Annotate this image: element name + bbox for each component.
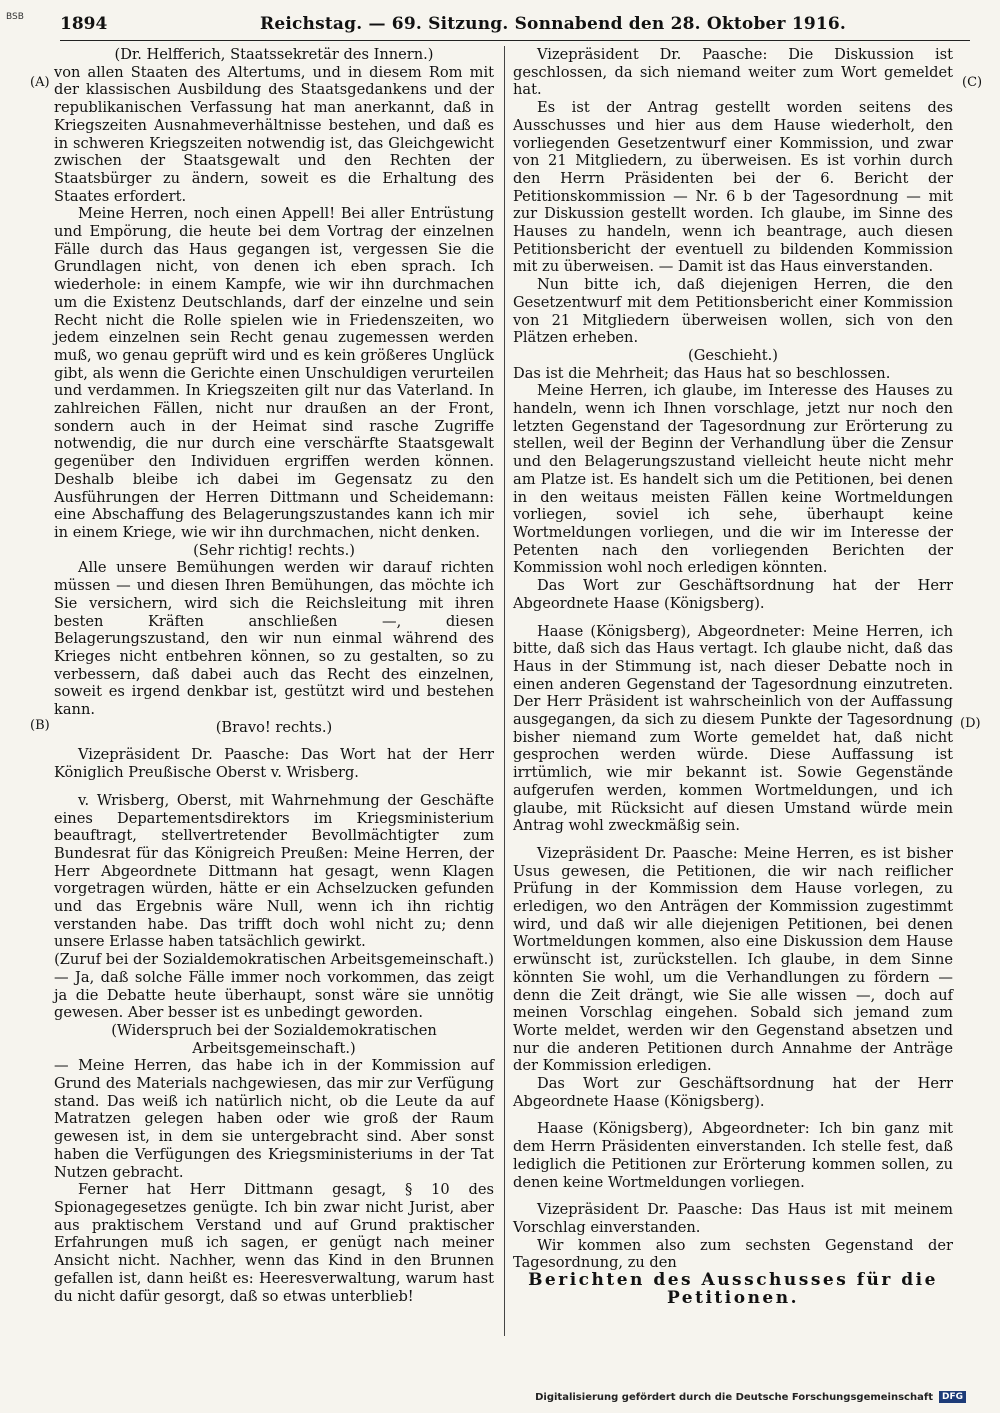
header-rule <box>60 40 970 41</box>
interjection: (Geschieht.) <box>688 346 778 364</box>
dfg-logo: DFG <box>939 1391 966 1403</box>
margin-mark-b: (B) <box>30 718 50 733</box>
paragraph: Vizepräsident Dr. Paasche: Das Wort hat der Herr Königlich Preußische Oberst v. Wrisberg. <box>54 746 494 782</box>
footer-credit: Digitalisierung gefördert durch die Deutsche Forschungsgemeinschaft <box>535 1391 933 1403</box>
paragraph: Alle unsere Bemühungen werden wir darauf richten müssen — und diesen Ihren Bemühungen, das möchte ich Sie versichern, wird sich die Reichsleitung mit ihren besten Kräften anschließen —, diesen Belagerungszustand, den wir nun einmal während des Krieges nicht entbehren können, so zu gestalten, so zu verbessern, daß dabei auch das Recht des einzelnen, soweit es irgend denkbar ist, gestützt wird und bestehen kann. <box>54 559 494 719</box>
paragraph: Es ist der Antrag gestellt worden seitens des Ausschusses und hier aus dem Hause wiederholt, den vorliegenden Gesetzentwurf einer Kommission, und zwar von 21 Mitgliedern, zu überweisen. Es ist vorhin durch den Herrn Präsidenten bei der 6. Bericht der Petitionskommission — Nr. 6 b der Tagesordnung — mit zur Diskussion gestellt worden. Ich glaube, im Sinne des Hauses zu handeln, wenn ich beantrage, auch diesen Petitionsbericht der eventuell zu bildenden Kommission mit zu überweisen. — Damit ist das Haus einverstanden. <box>513 99 953 276</box>
paragraph: v. Wrisberg, Oberst, mit Wahrnehmung der Geschäfte eines Departementsdirektors im Kriegsministerium beauftragt, stellvertretender Bevollmächtigter zum Bundesrat für das Königreich Preußen: Meine Herren, der Herr Abgeordnete Dittmann hat gesagt, wenn Klagen vorgetragen würden, hätte er ein Achselzucken gefunden und das Ergebnis wäre Null, wenn ich ihn richtig verstanden habe. Das trifft doch wohl nicht zu; denn unsere Erlasse haben tatsächlich gewirkt. <box>54 791 494 951</box>
margin-mark-c: (C) <box>962 75 983 90</box>
running-title: Reichstag. — 69. Sitzung. Sonnabend den 28. Oktober 1916. <box>260 14 847 34</box>
speaker-continuation: (Dr. Helfferich, Staatssekretär des Innern.) <box>114 46 434 63</box>
paragraph: Nun bitte ich, daß diejenigen Herren, die den Gesetzentwurf mit dem Petitionsbericht einer Kommission von 21 Mitgliedern überweisen wollen, sich von den Plätzen erheben. <box>513 276 953 347</box>
interjection: (Zuruf bei der Sozialdemokratischen Arbeitsgemeinschaft.) <box>54 951 494 969</box>
paragraph: Vizepräsident Dr. Paasche: Das Haus ist mit meinem Vorschlag einverstanden. <box>513 1201 953 1236</box>
column-divider <box>504 46 505 1336</box>
paragraph: Meine Herren, noch einen Appell! Bei aller Entrüstung und Empörung, die heute bei dem Vortrag der einzelnen Fälle durch das Haus gegangen ist, vergessen Sie die Grundlagen nicht, von denen ich eben sprach. Ich wiederhole: in einem Kampfe, wie wir ihn durchmachen um die Existenz Deutschlands, darf der einzelne und sein Recht nicht die Rolle spielen wie in Friedenszeiten, wo jedem einzelnen sein Recht genau zugemessen werden muß, wo genau geprüft wird und es kein größeres Unglück gibt, als wenn die Gerichte einen Unschuldigen verurteilen und verdammen. In Kriegszeiten gilt nur das Vaterland. In zahlreichen Fällen, nicht nur draußen an der Front, sondern auch in der Heimat sind rasche Zugriffe notwendig, die nur durch eine verschärfte Staatsgewalt gegenüber den Individuen ergriffen werden können. Deshalb bleibe ich dabei im Gegensatz zu den Ausführungen der Herren Dittmann und Scheidemann: eine Abschaffung des Belagerungszustandes kann ich mir in einem Kriege, wie wir ihn durchmachen, nicht denken. <box>54 205 494 541</box>
right-column <box>513 46 953 1308</box>
left-column <box>54 46 494 1305</box>
paragraph: — Ja, daß solche Fälle immer noch vorkommen, das zeigt ja die Debatte heute überhaupt, sonst wäre sie unnötig gewesen. Aber besser ist es unbedingt geworden. <box>54 968 494 1022</box>
paragraph: Wir kommen also zum sechsten Gegenstand der Tagesordnung, zu den <box>513 1236 953 1272</box>
interjection: (Widerspruch bei der Sozialdemokratischen Arbeitsgemeinschaft.) <box>111 1021 437 1057</box>
page-number: 1894 <box>60 14 108 34</box>
agenda-heading: Berichten des Ausschusses für die Petitionen. <box>528 1270 938 1308</box>
paragraph: Vizepräsident Dr. Paasche: Meine Herren, es ist bisher Usus gewesen, die Petitionen, die wir nach reiflicher Prüfung in der Kommission dem Hause vorlegen, zu erledigen, wo den Anträgen der Kommission zugestimmt wird, und daß wir alle diejenigen Petitionen, bei denen Wortmeldungen kommen, also eine Diskussion dem Hause erwünscht ist, zurückstellen. Ich glaube, in dem Sinne könnten Sie wohl, um die Verhandlungen zu fördern — denn die Zeit drängt, wie Sie alle wissen —, doch auf meinen Vorschlag eingehen. Sobald sich jemand zum Worte meldet, werden wir den Gegenstand absetzen und nur die anderen Petitionen durch Annahme der Anträge der Kommission erledigen. <box>513 844 953 1075</box>
paragraph: Ferner hat Herr Dittmann gesagt, § 10 des Spionagegesetzes genügte. Ich bin zwar nicht Jurist, aber aus praktischem Verstand und auf Grund praktischer Erfahrungen muß ich sagen, er genügt nach meiner Ansicht nicht. Nachher, wenn das Kind in den Brunnen gefallen ist, dann heißt es: Heeresverwaltung, warum hast du nicht dafür gesorgt, daß so etwas unterblieb! <box>54 1181 494 1305</box>
paragraph: — Meine Herren, das habe ich in der Kommission auf Grund des Materials nachgewiesen, das mir zur Verfügung stand. Das weiß ich natürlich nicht, ob die Leute da auf Matratzen gelegen haben oder wie groß der Raum gewesen ist, in dem sie untergebracht sind. Aber sonst haben die Verfügungen des Kriegsministeriums in der Tat Nutzen gebracht. <box>54 1057 494 1181</box>
paragraph: Haase (Königsberg), Abgeordneter: Meine Herren, ich bitte, daß sich das Haus vertagt. Ich glaube nicht, daß das Haus in der Stimmung ist, nach dieser Debatte noch in einen anderen Gegenstand der Tagesordnung einzutreten. Der Herr Präsident ist wahrscheinlich von der Auffassung ausgegangen, da sich zu diesem Punkte der Tagesordnung bisher niemand zum Worte gemeldet hat, daß nicht gesprochen werden würde. Diese Auffassung ist irrtümlich, wie mir bekannt ist. Sowie Gegenstände aufgerufen werden, kommen Wortmeldungen, und ich glaube, mit Rücksicht auf diesen Umstand würde mein Antrag wohl zweckmäßig sein. <box>513 622 953 835</box>
interjection: (Bravo! rechts.) <box>215 718 333 736</box>
paragraph: Haase (Königsberg), Abgeordneter: Ich bin ganz mit dem Herrn Präsidenten einverstanden. Ich stelle fest, daß lediglich die Petitionen zur Erörterung kommen sollen, zu denen keine Wortmeldungen vorliegen. <box>513 1120 953 1191</box>
page-header <box>60 14 970 36</box>
paragraph: Das Wort zur Geschäftsordnung hat der Herr Abgeordnete Haase (Königsberg). <box>513 1075 953 1110</box>
paragraph: Vizepräsident Dr. Paasche: Die Diskussion ist geschlossen, da sich niemand weiter zum Wort gemeldet hat. <box>513 46 953 99</box>
margin-mark-a: (A) <box>30 75 50 90</box>
footer <box>535 1391 966 1403</box>
paragraph: von allen Staaten des Altertums, und in diesem Rom mit der klassischen Ausbildung des Staatsgedankens und der republikanischen Verfassung hat man anerkannt, daß in Kriegszeiten Ausnahmeverhältnisse bestehen, und daß es in schweren Kriegszeiten notwendig ist, das Gleichgewicht zwischen der Staatsgewalt und den Rechten der Staatsbürger zu ändern, soweit es die Erhaltung des Staates erfordert. <box>54 63 494 205</box>
paragraph: Das ist die Mehrheit; das Haus hat so beschlossen. <box>513 364 891 382</box>
margin-mark-d: (D) <box>960 716 981 731</box>
paragraph: Meine Herren, ich glaube, im Interesse des Hauses zu handeln, wenn ich Ihnen vorschlage, jetzt nur noch den letzten Gegenstand der Tagesordnung zur Erörterung zu stellen, weil der Beginn der Verhandlung über die Zensur und den Belagerungszustand vielleicht heute nicht mehr am Platze ist. Es handelt sich um die Petitionen, bei denen in den weitaus meisten Fällen keine Wortmeldungen vorliegen, soviel ich sehe, überhaupt keine Wortmeldungen vorliegen, und die wir im Interesse der Petenten nach den vorliegenden Berichten der Kommission wohl noch erledigen könnten. <box>513 382 953 577</box>
library-stamp: BSB <box>6 12 24 22</box>
interjection: (Sehr richtig! rechts.) <box>193 541 355 559</box>
paragraph: Das Wort zur Geschäftsordnung hat der Herr Abgeordnete Haase (Königsberg). <box>513 577 953 612</box>
